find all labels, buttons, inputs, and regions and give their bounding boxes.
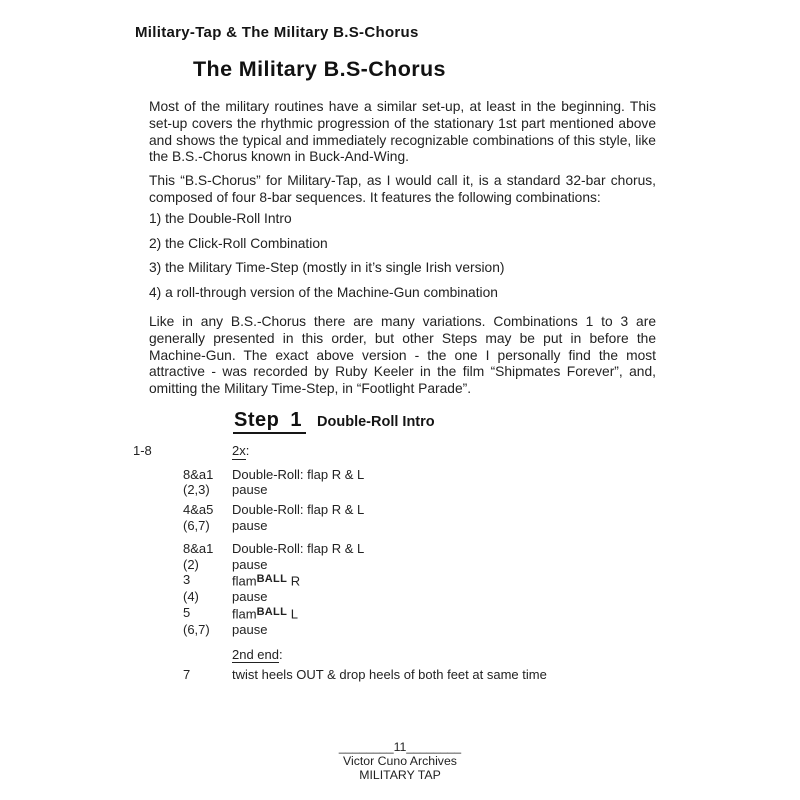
paragraph-setup: Most of the military routines have a similar set-up, at least in the beginning. This set-up covers the rhythmic progression of the stationary 1st part mentioned above and shows the typical and immediately recognizable combinations of this style, like the B.S.-Chorus known in Buck-And-Wing.	[149, 99, 656, 165]
bars-cell	[133, 502, 183, 518]
list-item: 4) a roll-through version of the Machine-Gun combination	[149, 284, 498, 300]
paragraph-chorus: This “B.S-Chorus” for Military-Tap, as I would call it, is a standard 32-bar chorus, composed of four 8-bar sequences. It features the following combinations:	[149, 173, 656, 205]
count-cell: 5	[183, 604, 191, 620]
description-cell	[232, 589, 547, 605]
count-cell: (6,7)	[183, 621, 210, 637]
page-title: The Military B.S-Chorus	[193, 57, 446, 81]
description-text: :	[279, 646, 283, 662]
bars-cell	[133, 647, 183, 663]
bars-cell	[133, 605, 183, 622]
description-text: twist heels OUT & drop heels of both feet at same time	[232, 666, 547, 682]
bars-cell	[133, 622, 183, 638]
count-cell: 4&a5	[183, 502, 214, 517]
bars-cell	[133, 467, 183, 483]
description-cell	[232, 467, 547, 483]
list-item: 1) the Double-Roll Intro	[149, 211, 292, 226]
footer-archive: Victor Cuno Archives	[343, 753, 457, 768]
count-cell	[183, 647, 232, 663]
description-text: Double-Roll: flap R & L	[232, 502, 365, 517]
running-header: Military-Tap & The Military B.S-Chorus	[135, 24, 419, 41]
page-number: 11	[393, 740, 407, 754]
page-footer	[0, 741, 800, 782]
rule-left: ________	[338, 740, 394, 754]
count-cell: (2,3)	[183, 482, 210, 497]
count-cell: (2)	[183, 556, 199, 572]
step-row	[133, 518, 547, 534]
description-text: Double-Roll: flap R & L	[232, 466, 365, 482]
description-cell	[232, 443, 547, 459]
step-row	[133, 572, 547, 589]
description-cell	[232, 647, 547, 663]
description-cell	[232, 541, 547, 557]
description-text: flam	[232, 606, 257, 621]
step-name: Double-Roll Intro	[317, 414, 435, 430]
bars-cell	[133, 541, 183, 557]
underlined-text: 2nd end	[232, 646, 279, 662]
description-text: L	[287, 606, 298, 621]
combination-list	[149, 212, 505, 310]
count-cell: 8&a1	[183, 541, 214, 556]
description-text: R	[287, 573, 301, 589]
description-text: Double-Roll: flap R & L	[232, 541, 365, 556]
description-cell	[232, 502, 547, 518]
count-cell: 3	[183, 572, 191, 587]
description-cell	[232, 518, 547, 534]
count-cell: 7	[183, 666, 191, 682]
count-cell: (6,7)	[183, 517, 210, 533]
bars-cell	[133, 518, 183, 534]
step-heading	[233, 409, 435, 432]
footer-doc-title: MILITARY TAP	[359, 767, 441, 782]
step-label: Step 1	[233, 409, 306, 434]
superscript-ball: BALL	[256, 573, 288, 585]
bars-cell	[133, 482, 183, 498]
count-cell	[183, 443, 232, 459]
description-text: pause	[232, 589, 268, 604]
count-cell: 8&a1	[183, 466, 214, 482]
count-cell: (4)	[183, 589, 199, 604]
step-row	[133, 667, 547, 683]
step-notation-table	[133, 443, 547, 682]
step-row	[133, 647, 547, 663]
description-text: pause	[232, 482, 268, 497]
step-row	[133, 589, 547, 605]
description-cell	[232, 482, 547, 498]
page-number-line	[0, 741, 800, 755]
bars-cell	[133, 667, 183, 683]
bars-cell: 1-8	[133, 443, 152, 458]
description-cell	[232, 605, 547, 622]
list-item: 3) the Military Time-Step (mostly in it’s single Irish version)	[149, 260, 505, 276]
step-row	[133, 443, 547, 459]
bars-cell	[133, 572, 183, 589]
step-row	[133, 622, 547, 638]
paragraph-variations: Like in any B.S.-Chorus there are many variations. Combinations 1 to 3 are generally presented in this order, but other Steps may be put in before the Machine-Gun. The exact above version - the one I personally find the most attractive - was recorded by Ruby Keeler in the film “Shipmates Forever”, and, omitting the Military Time-Step, in “Footlight Parade”.	[149, 314, 656, 397]
step-row	[133, 541, 547, 557]
step-row	[133, 557, 547, 573]
bars-cell	[133, 589, 183, 605]
description-text: pause	[232, 517, 268, 533]
description-text: pause	[232, 621, 268, 637]
description-cell	[232, 667, 547, 683]
underlined-text: 2x	[232, 443, 246, 458]
description-text: :	[245, 443, 250, 458]
bars-cell	[133, 557, 183, 573]
description-cell	[232, 557, 547, 573]
description-text: flam	[232, 573, 257, 589]
description-cell	[232, 622, 547, 638]
step-row	[133, 502, 547, 518]
step-row	[133, 482, 547, 498]
superscript-ball: BALL	[256, 605, 288, 618]
rule-right: ________	[406, 740, 462, 754]
step-row	[133, 605, 547, 622]
list-item: 2) the Click-Roll Combination	[149, 235, 328, 251]
description-cell	[232, 572, 547, 589]
step-row	[133, 467, 547, 483]
description-text: pause	[232, 556, 268, 572]
